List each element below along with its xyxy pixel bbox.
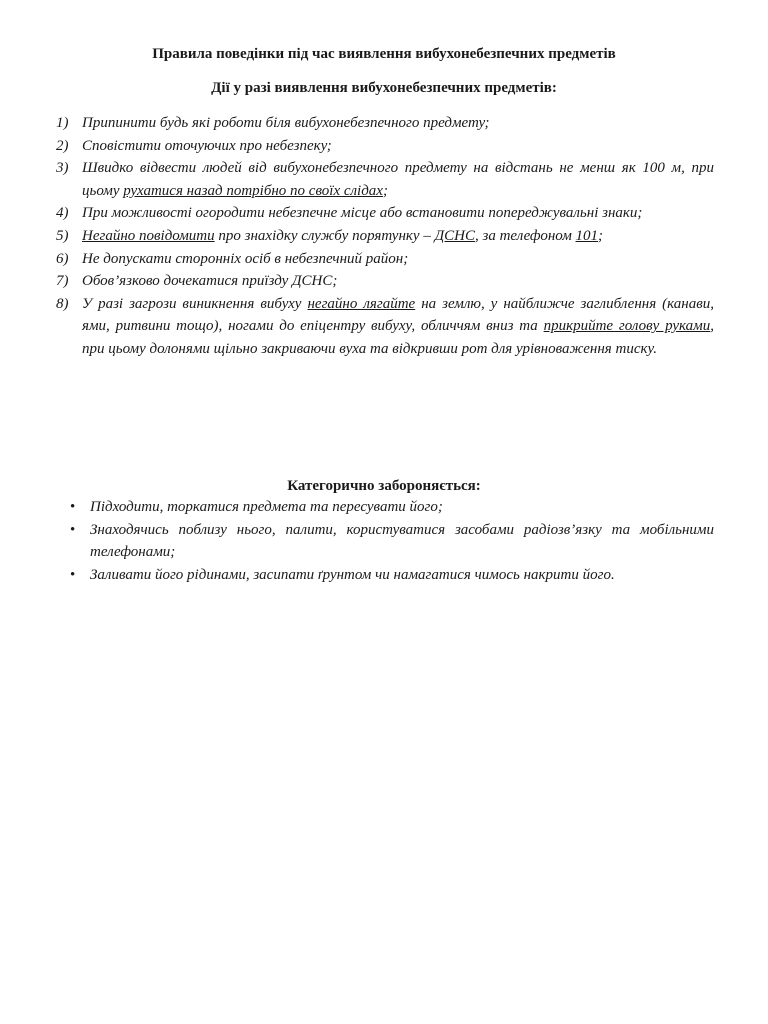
action-number: 7): [56, 273, 69, 290]
actions-list: [56, 112, 714, 361]
action-text-underlined: 101: [575, 227, 599, 244]
action-text-underlined: рухатися назад потрібно по своїх слідах: [123, 182, 383, 199]
action-text: на землю, у найближче заглиблення (канави, ями, ритвини тощо), ногами до епіцентру вибуху, обличчям вниз та: [82, 295, 714, 335]
action-text-underlined: прикрийте голову руками: [543, 318, 711, 335]
action-number: 2): [56, 137, 69, 154]
action-number: 3): [56, 160, 69, 177]
action-number: 8): [56, 295, 69, 312]
page-title: Правила поведінки під час виявлення вибухонебезпечних предметів: [152, 46, 616, 62]
action-item: [56, 248, 714, 271]
prohibited-item: • Заливати його рідинами, засипати ґрунтом чи намагатися чимось накрити його.: [56, 564, 714, 587]
action-item: [56, 270, 714, 293]
action-text: Припинити будь які роботи біля вибухонебезпечного предмету;: [82, 115, 490, 131]
action-number: 4): [56, 205, 69, 222]
action-text-underlined: негайно лягайте: [307, 295, 416, 312]
action-text-underlined: ДСНС: [434, 227, 475, 244]
action-item: [56, 112, 714, 135]
action-text: , за телефоном: [474, 227, 576, 244]
action-item: [56, 135, 714, 158]
action-text: У разі загрози виникнення вибуху: [82, 295, 308, 312]
action-number: 6): [56, 250, 69, 267]
action-text: про знахідку службу порятунку –: [214, 227, 435, 244]
action-text-underlined: Негайно повідомити: [82, 227, 215, 244]
prohibited-list: [56, 496, 714, 586]
action-item: [56, 202, 714, 225]
prohibited-item: • Знаходячись поблизу нього, палити, користуватися засобами радіозв’язку та мобільними телефонами;: [56, 519, 714, 564]
action-item: [56, 157, 714, 202]
action-text: ;: [382, 182, 388, 199]
action-text: При можливості огородити небезпечне місце або встановити попереджувальні знаки;: [82, 205, 643, 222]
prohibited-heading: Категорично забороняється:: [287, 478, 481, 494]
action-number: 1): [56, 115, 69, 131]
actions-heading: Дії у разі виявлення вибухонебезпечних предметів:: [211, 80, 557, 96]
action-number: 5): [56, 227, 69, 244]
action-item: [56, 293, 714, 361]
action-text: Сповістити оточуючих про небезпеку;: [82, 137, 332, 154]
prohibited-item: • Підходити, торкатися предмета та пересувати його;: [56, 496, 714, 519]
action-item: [56, 225, 714, 248]
action-text: Обов’язково дочекатися приїзду ДСНС;: [82, 273, 338, 290]
action-text: , при цьому долонями щільно закриваючи вуха та відкривши рот для урівноваження тиску.: [82, 318, 714, 357]
action-text: Не допускати сторонніх осіб в небезпечний район;: [82, 250, 409, 267]
action-text: ;: [598, 227, 604, 244]
action-text: Швидко відвести людей від вибухонебезпечного предмету на відстань не менш як 100 м, при цьому: [82, 160, 714, 199]
